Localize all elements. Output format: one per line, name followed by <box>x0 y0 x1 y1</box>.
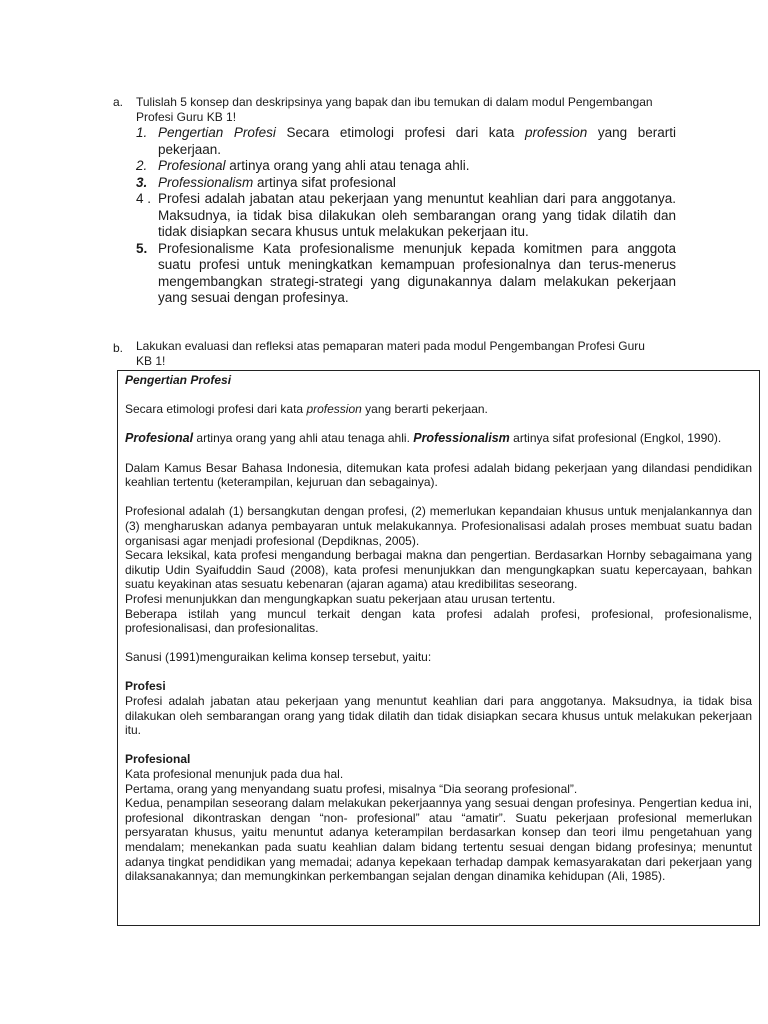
concept-item-3: 3. Professionalism artinya sifat profesional <box>136 174 396 190</box>
concept-item-2: 2. Profesional artinya orang yang ahli atau tenaga ahli. <box>136 158 470 173</box>
concept-item-5: 5. Profesionalisme Kata profesionalisme menunjuk kepada komitmen para anggota suatu profesi untuk meningkatkan kemampuan profesionalnya dan terus-menerus mengembangkan strategi-strategi yang digunakannya dalam melakukan pekerjaan yang sesuai dengan profesinya. <box>136 240 676 305</box>
heading-profesi: Profesi <box>125 679 166 694</box>
paragraph-sanusi: Sanusi (1991)menguraikan kelima konsep tersebut, yaitu: <box>125 650 432 665</box>
paragraph-istilah: Beberapa istilah yang muncul terkait dengan kata profesi adalah profesi, profesional, profesionalisme, profesionalisasi, dan profesionalitas. <box>125 606 752 636</box>
concept-list <box>136 125 676 307</box>
concept-item-4: 4 . Profesi adalah jabatan atau pekerjaan yang menuntut keahlian dari para anggotanya. Maksudnya, ia tidak bisa dilakukan oleh sembarangan orang yang tidak dilatih dan tidak disiapkan secara khusus untuk melakukan pekerjaan itu. <box>136 191 676 239</box>
paragraph-profesional: Profesional artinya orang yang ahli atau tenaga ahli. Professionalism artinya sifat profesional (Engkol, 1990). <box>125 431 722 446</box>
answer-box <box>117 370 760 926</box>
paragraph-pertama: Pertama, orang yang menyandang suatu profesi, misalnya “Dia seorang profesional”. <box>125 781 578 796</box>
question-a-letter: a. <box>113 95 124 109</box>
heading-profesional: Profesional <box>125 752 191 767</box>
question-b-line2: KB 1! <box>136 354 166 368</box>
question-b-letter: b. <box>113 341 124 355</box>
box-title: Pengertian Profesi <box>125 373 232 387</box>
paragraph-profesi: Profesi adalah jabatan atau pekerjaan yang menuntut keahlian dari para anggotanya. Maksudnya, ia tidak bisa dilakukan oleh sembarangan orang yang tidak dilatih dan tidak disiapkan secara khusus untuk melakukan pekerjaan itu. <box>125 694 752 738</box>
paragraph-leksikal: Secara leksikal, kata profesi mengandung berbagai makna dan pengertian. Berdasarkan Hornby sebagaimana yang dikutip Udin Syaifuddin Saud (2008), kata profesi menunjukkan dan mengungkapkan suatu kepercayaan, bahkan suatu keyakinan atas sesuatu kebenaran (ajaran agama) atau kredibilitas seseorang. <box>125 548 752 592</box>
paragraph-kbbi: Dalam Kamus Besar Bahasa Indonesia, ditemukan kata profesi adalah bidang pekerjaan yang dilandasi pendidikan keahlian tertentu (keterampilan, kejuruan dan sebagainya). <box>125 460 752 490</box>
concept-item-1: 1. Pengertian Profesi Secara etimologi profesi dari kata profession yang berarti pekerjaan. <box>136 125 676 157</box>
question-a-line2: Profesi Guru KB 1! <box>136 110 237 124</box>
paragraph-dua-hal: Kata profesional menunjuk pada dua hal. <box>125 767 344 782</box>
concept-term: Profesional <box>158 158 226 173</box>
paragraph-profesi-menunjukkan: Profesi menunjukkan dan mengungkapkan suatu pekerjaan atau urusan tertentu. <box>125 591 556 606</box>
concept-term: Professionalism <box>158 174 254 190</box>
question-a-line1: Tulislah 5 konsep dan deskripsinya yang bapak dan ibu temukan di dalam modul Pengembangan <box>136 95 653 109</box>
paragraph-kedua: Kedua, penampilan seseorang dalam melakukan pekerjaannya yang sesuai dengan profesinya. Pengertian kedua ini, profesional dikontraskan dengan “non- profesional” atau “amatir”. Suatu pekerjaan profesional memerlukan persyaratan khusus, yaitu menuntut adanya keterampilan berdasarkan konsep dan teori ilmu pengetahuan yang mendalam; menekankan pada suatu keahlian dalam bidang tertentu sesuai dengan bidang profesinya; menuntut adanya tingkat pendidikan yang memadai; adanya kepekaan terhadap dampak kemasyarakatan dari pekerjaan yang dilaksanakannya; dan memungkinkan perkembangan sejalan dengan dinamika kehidupan (Ali, 1985). <box>125 796 752 884</box>
concept-term: Pengertian Profesi <box>158 125 276 140</box>
paragraph-etimologi: Secara etimologi profesi dari kata profession yang berarti pekerjaan. <box>125 402 488 417</box>
question-b-line1: Lakukan evaluasi dan refleksi atas pemaparan materi pada modul Pengembangan Profesi Guru <box>136 339 645 353</box>
paragraph-depdiknas: Profesional adalah (1) bersangkutan dengan profesi, (2) memerlukan kepandaian khusus untuk menjalankannya dan (3) mengharuskan adanya pembayaran untuk melakukannya. Profesionalisasi adalah proses membuat suatu badan organisasi agar menjadi profesional (Depdiknas, 2005). <box>125 504 752 548</box>
